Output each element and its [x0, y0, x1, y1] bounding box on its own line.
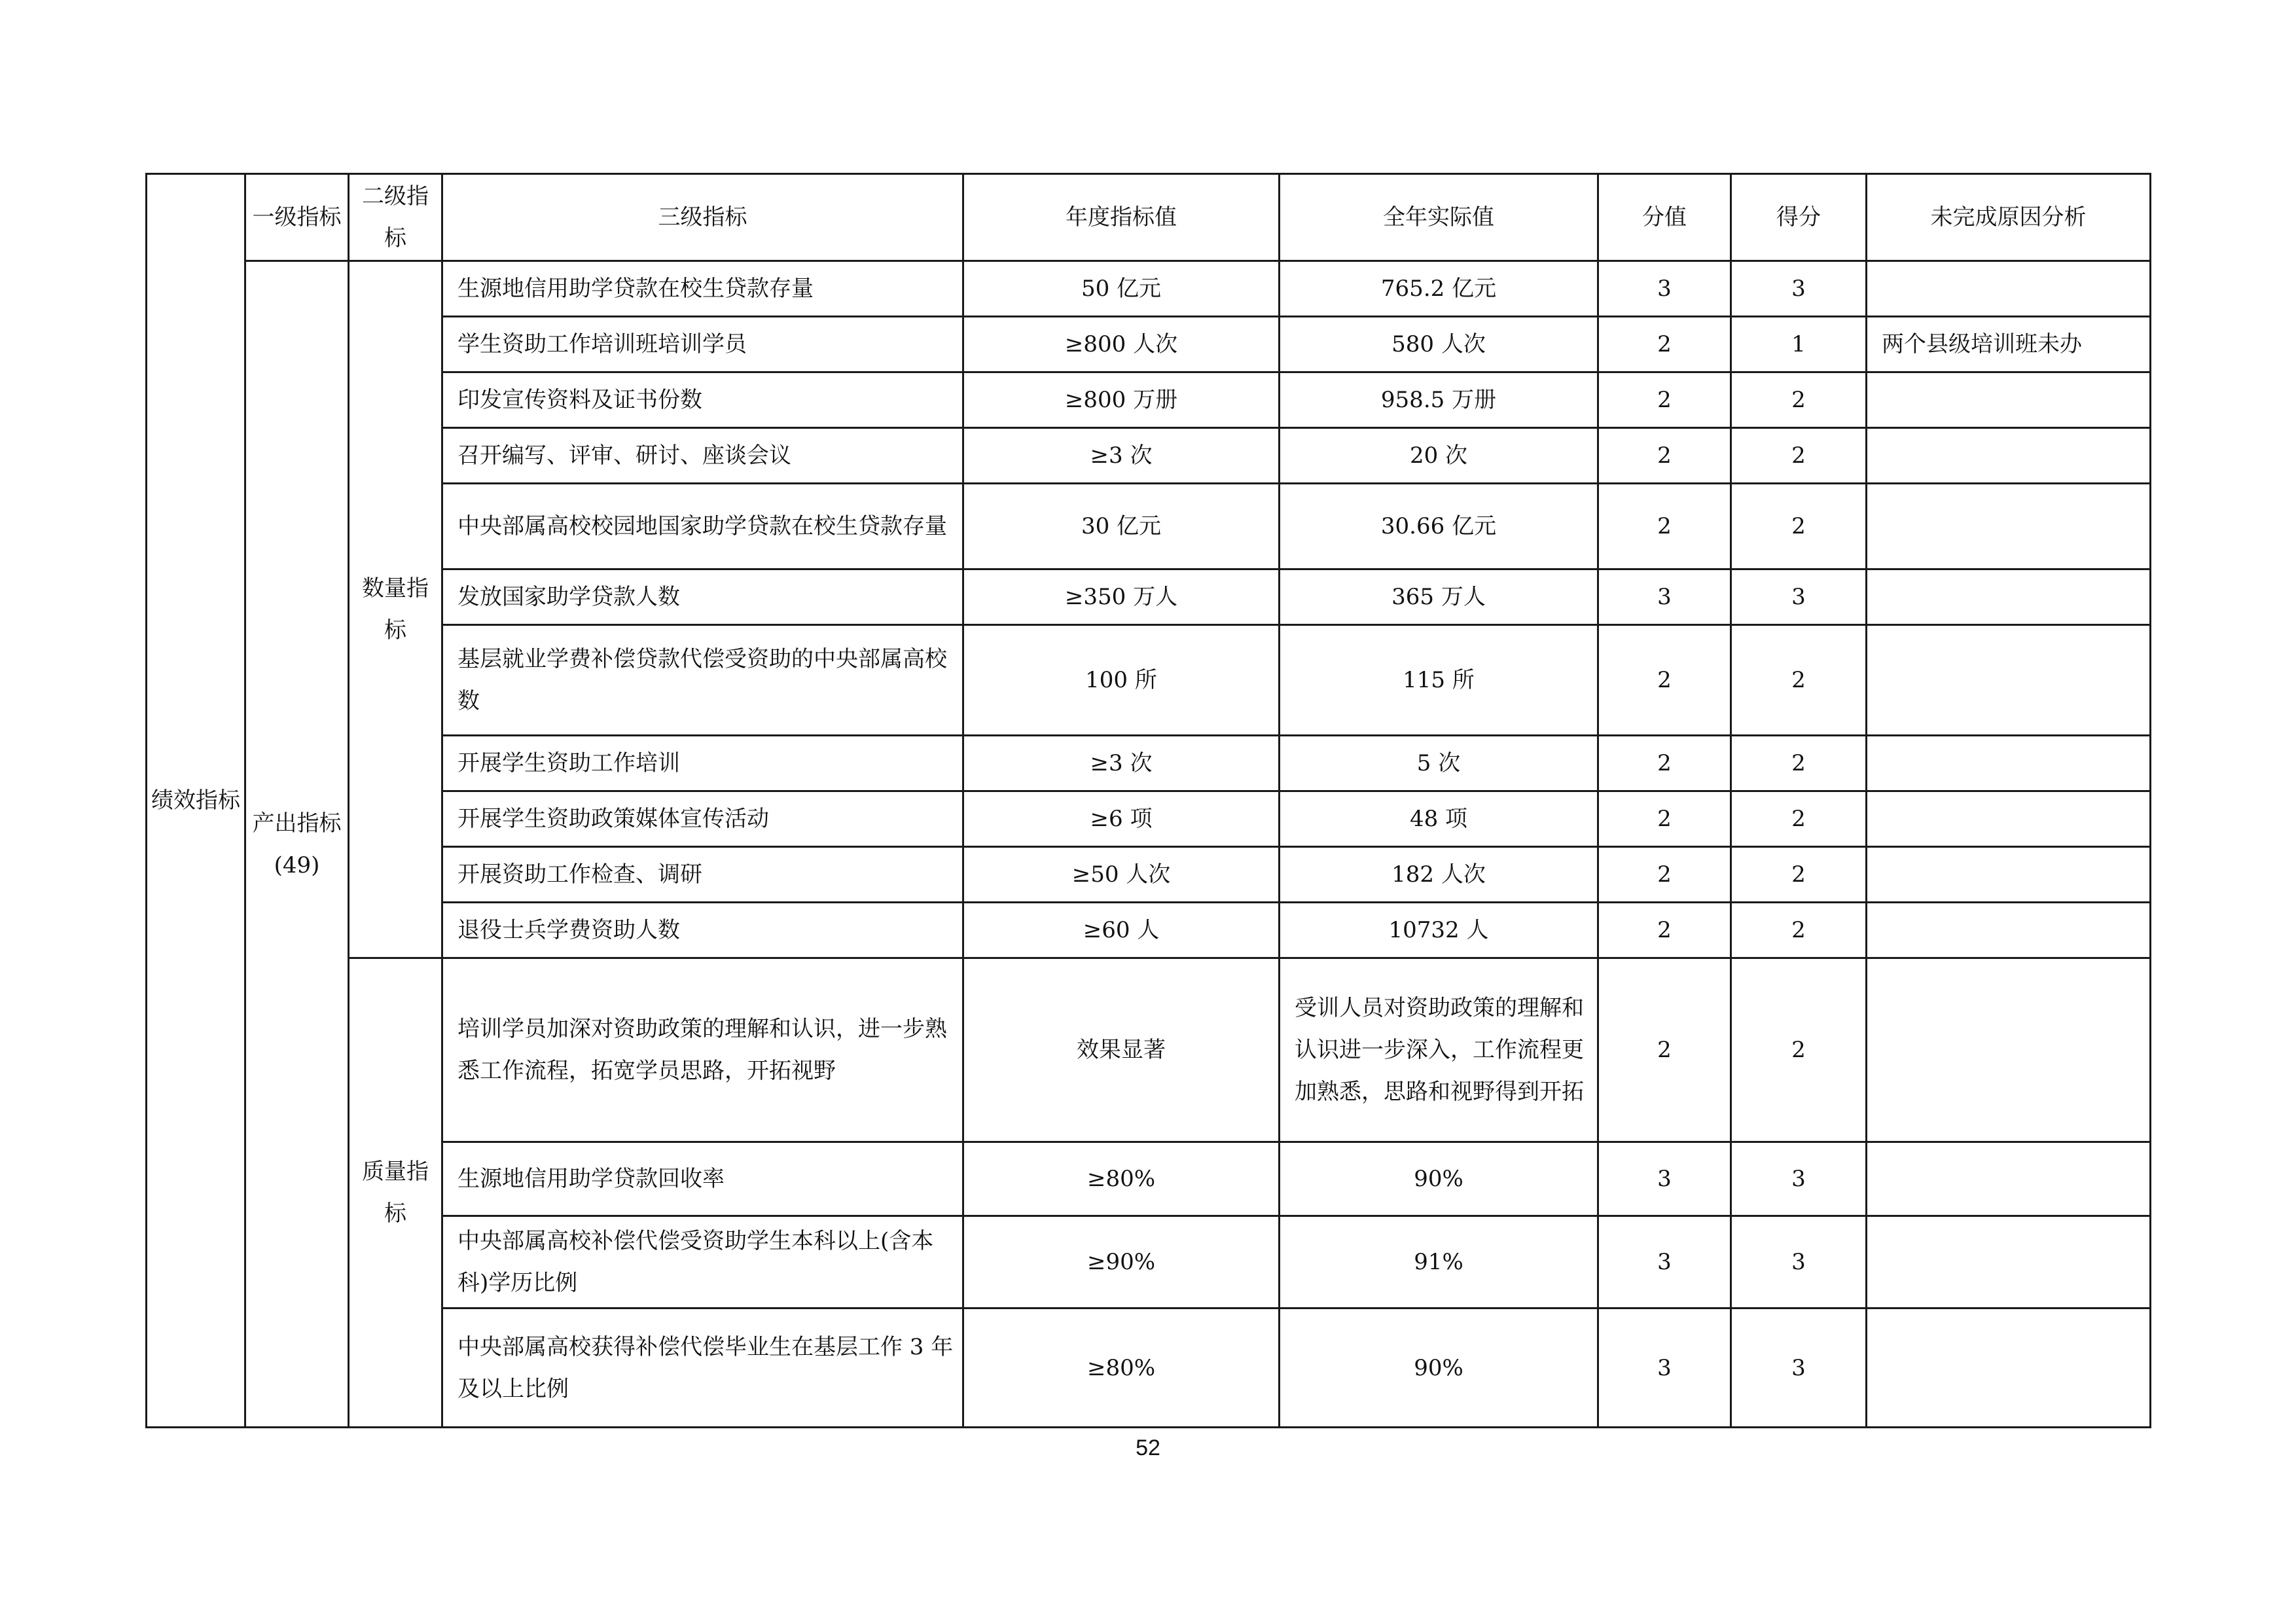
value-cell: 2: [1598, 958, 1731, 1142]
reason-cell: [1867, 484, 2151, 569]
table-row: [147, 484, 2151, 569]
reason-cell: [1867, 736, 2151, 791]
table-row: [147, 736, 2151, 791]
category-label: 绩效指标: [151, 787, 240, 814]
actual-cell: 365 万人: [1280, 569, 1598, 625]
indicator-cell: 开展资助工作检查、调研: [442, 847, 963, 903]
indicator-cell: 中央部属高校校园地国家助学贷款在校生贷款存量: [442, 484, 963, 569]
score-cell: 3: [1731, 1308, 1867, 1428]
score-cell: 3: [1731, 1142, 1867, 1216]
table-row: [147, 261, 2151, 317]
actual-cell: 958.5 万册: [1280, 372, 1598, 428]
indicator-cell: 中央部属高校补偿代偿受资助学生本科以上(含本科)学历比例: [442, 1216, 963, 1308]
indicator-cell: 学生资助工作培训班培训学员: [442, 317, 963, 372]
col-header-actual: 全年实际值: [1280, 174, 1598, 261]
target-cell: ≥6 项: [963, 791, 1280, 847]
actual-cell: 48 项: [1280, 791, 1598, 847]
table-row: [147, 317, 2151, 372]
target-cell: ≥350 万人: [963, 569, 1280, 625]
value-cell: 3: [1598, 569, 1731, 625]
score-cell: 1: [1731, 317, 1867, 372]
reason-cell: [1867, 569, 2151, 625]
actual-cell: 182 人次: [1280, 847, 1598, 903]
indicator-cell: 中央部属高校获得补偿代偿毕业生在基层工作 3 年及以上比例: [442, 1308, 963, 1428]
col-header-reason: 未完成原因分析: [1867, 174, 2151, 261]
table-row: [147, 372, 2151, 428]
reason-cell: [1867, 372, 2151, 428]
col-header-level3: 三级指标: [442, 174, 963, 261]
indicator-cell: 培训学员加深对资助政策的理解和认识，进一步熟悉工作流程，拓宽学员思路，开拓视野: [442, 958, 963, 1142]
score-cell: 2: [1731, 736, 1867, 791]
target-cell: ≥800 万册: [963, 372, 1280, 428]
indicator-cell: 开展学生资助政策媒体宣传活动: [442, 791, 963, 847]
score-cell: 3: [1731, 261, 1867, 317]
value-cell: 2: [1598, 372, 1731, 428]
actual-cell: 10732 人: [1280, 903, 1598, 958]
reason-cell: [1867, 847, 2151, 903]
score-cell: 3: [1731, 569, 1867, 625]
target-cell: 效果显著: [963, 958, 1280, 1142]
actual-cell: 受训人员对资助政策的理解和认识进一步深入，工作流程更加熟悉，思路和视野得到开拓: [1280, 958, 1598, 1142]
score-cell: 2: [1731, 625, 1867, 736]
reason-cell: [1867, 428, 2151, 484]
target-cell: ≥3 次: [963, 428, 1280, 484]
reason-cell: [1867, 1308, 2151, 1428]
header-row: [147, 174, 2151, 261]
actual-cell: 91%: [1280, 1216, 1598, 1308]
reason-cell: [1867, 625, 2151, 736]
value-cell: 3: [1598, 1142, 1731, 1216]
target-cell: ≥50 人次: [963, 847, 1280, 903]
target-cell: 30 亿元: [963, 484, 1280, 569]
table-row: [147, 625, 2151, 736]
table-row: [147, 903, 2151, 958]
reason-cell: [1867, 903, 2151, 958]
target-cell: ≥80%: [963, 1142, 1280, 1216]
indicator-cell: 召开编写、评审、研讨、座谈会议: [442, 428, 963, 484]
table-row: [147, 1142, 2151, 1216]
value-cell: 2: [1598, 484, 1731, 569]
reason-cell: 两个县级培训班未办: [1867, 317, 2151, 372]
value-cell: 2: [1598, 903, 1731, 958]
indicator-cell: 生源地信用助学贷款在校生贷款存量: [442, 261, 963, 317]
table-row: [147, 428, 2151, 484]
target-cell: ≥60 人: [963, 903, 1280, 958]
score-cell: 2: [1731, 791, 1867, 847]
score-cell: 3: [1731, 1216, 1867, 1308]
reason-cell: [1867, 958, 2151, 1142]
quantity-group-cell: 数量指标: [349, 261, 442, 958]
score-cell: 2: [1731, 958, 1867, 1142]
value-cell: 2: [1598, 847, 1731, 903]
target-cell: 50 亿元: [963, 261, 1280, 317]
col-header-score-value: 分值: [1598, 174, 1731, 261]
value-cell: 2: [1598, 791, 1731, 847]
score-cell: 2: [1731, 903, 1867, 958]
actual-cell: 580 人次: [1280, 317, 1598, 372]
table-row: [147, 569, 2151, 625]
value-cell: 2: [1598, 625, 1731, 736]
value-cell: 3: [1598, 1308, 1731, 1428]
score-cell: 2: [1731, 428, 1867, 484]
reason-cell: [1867, 1142, 2151, 1216]
value-cell: 3: [1598, 1216, 1731, 1308]
target-cell: ≥3 次: [963, 736, 1280, 791]
actual-cell: 20 次: [1280, 428, 1598, 484]
table-row: [147, 791, 2151, 847]
performance-table: [145, 173, 2151, 1428]
actual-cell: 30.66 亿元: [1280, 484, 1598, 569]
table-row: [147, 1308, 2151, 1428]
indicator-cell: 开展学生资助工作培训: [442, 736, 963, 791]
value-cell: 2: [1598, 428, 1731, 484]
indicator-cell: 印发宣传资料及证书份数: [442, 372, 963, 428]
reason-cell: [1867, 1216, 2151, 1308]
col-header-level1: 一级指标: [245, 174, 349, 261]
table-row: [147, 1216, 2151, 1308]
table-row: [147, 847, 2151, 903]
actual-cell: 90%: [1280, 1308, 1598, 1428]
target-cell: 100 所: [963, 625, 1280, 736]
actual-cell: 765.2 亿元: [1280, 261, 1598, 317]
actual-cell: 90%: [1280, 1142, 1598, 1216]
indicator-cell: 发放国家助学贷款人数: [442, 569, 963, 625]
value-cell: 2: [1598, 317, 1731, 372]
level1-group-score: (49): [274, 852, 320, 878]
indicator-cell: 基层就业学费补偿贷款代偿受资助的中央部属高校数: [442, 625, 963, 736]
page-number: 52: [1136, 1435, 1160, 1460]
reason-cell: [1867, 261, 2151, 317]
score-cell: 2: [1731, 847, 1867, 903]
table-row: [147, 958, 2151, 1142]
col-header-score: 得分: [1731, 174, 1867, 261]
level1-group-label: 产出指标: [252, 810, 342, 837]
score-cell: 2: [1731, 372, 1867, 428]
target-cell: ≥80%: [963, 1308, 1280, 1428]
reason-cell: [1867, 791, 2151, 847]
value-cell: 3: [1598, 261, 1731, 317]
score-cell: 2: [1731, 484, 1867, 569]
actual-cell: 115 所: [1280, 625, 1598, 736]
col-header-target: 年度指标值: [963, 174, 1280, 261]
target-cell: ≥800 人次: [963, 317, 1280, 372]
category-cell: [147, 174, 245, 1428]
col-header-level2: 二级指标: [349, 174, 442, 261]
level1-group-cell: [245, 261, 349, 1428]
indicator-cell: 生源地信用助学贷款回收率: [442, 1142, 963, 1216]
quality-group-cell: 质量指标: [349, 958, 442, 1428]
indicator-cell: 退役士兵学费资助人数: [442, 903, 963, 958]
target-cell: ≥90%: [963, 1216, 1280, 1308]
actual-cell: 5 次: [1280, 736, 1598, 791]
value-cell: 2: [1598, 736, 1731, 791]
